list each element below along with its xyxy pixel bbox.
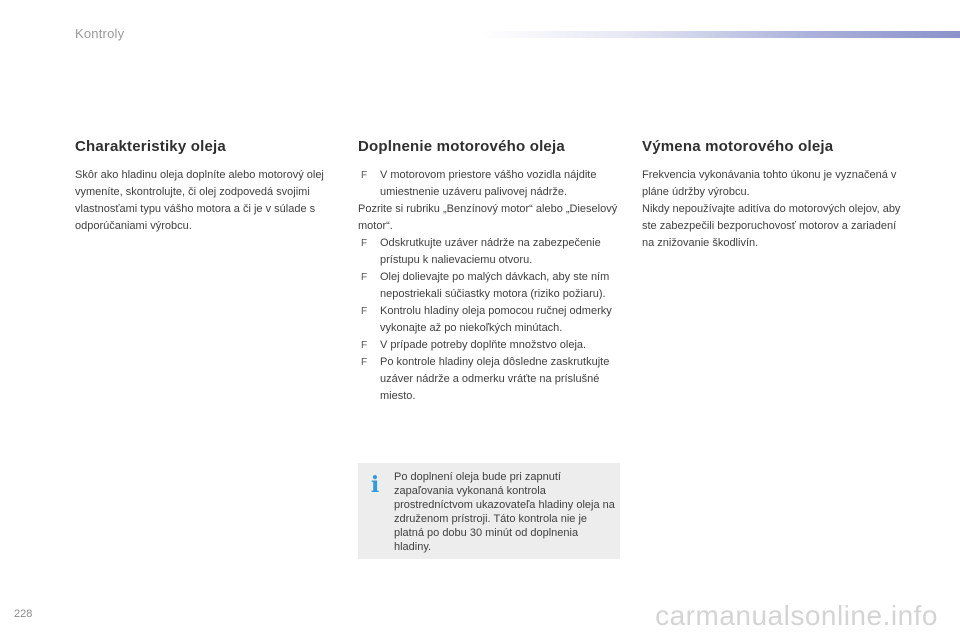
column-oil-characteristics bbox=[75, 138, 340, 235]
paragraph-oil-additives: Nikdy nepoužívajte aditíva do motorových olejov, aby ste zabezpečili bezporuchovosť motorov a zariadení na znižovanie škodlivín. bbox=[642, 203, 901, 249]
bullet-text: Po kontrole hladiny oleja dôsledne zaskrutkujte uzáver nádrže a odmerku vráťte na príslušné miesto. bbox=[380, 356, 610, 402]
bullet-mark: F bbox=[361, 238, 368, 249]
page-number: 228 bbox=[14, 608, 33, 620]
paragraph-oil-characteristics: Skôr ako hladinu oleja doplníte alebo motorový olej vymeníte, skontrolujte, či olej zodpovedá svojimi vlastnosťami typu vášho motora a či je v súlade s odporúčaniami výrobcu. bbox=[75, 169, 324, 232]
heading-oil-change: Výmena motorového oleja bbox=[642, 138, 834, 155]
bullet-text: V motorovom priestore vášho vozidla nájdite umiestnenie uzáveru palivovej nádrže. bbox=[380, 169, 597, 198]
bullet-text: Odskrutkujte uzáver nádrže na zabezpečenie prístupu k nalievaciemu otvoru. bbox=[380, 237, 601, 266]
section-title: Kontroly bbox=[75, 26, 125, 41]
bullet-mark: F bbox=[361, 272, 368, 283]
bullet-item bbox=[358, 167, 623, 201]
column-oil-topup bbox=[358, 138, 623, 405]
paragraph-oil-change-frequency: Frekvencia vykonávania tohto úkonu je vyznačená v pláne údržby výrobcu. bbox=[642, 169, 897, 198]
bullet-mark: F bbox=[361, 170, 368, 181]
bullet-text: V prípade potreby doplňte množstvo oleja. bbox=[380, 339, 587, 351]
bullet-mark: F bbox=[361, 357, 368, 368]
info-icon: i bbox=[370, 472, 380, 498]
bullet-item bbox=[358, 235, 623, 269]
bullet-text: Olej dolievajte po malých dávkach, aby ste ním nepostriekali súčiastky motora (riziko požiaru). bbox=[380, 271, 610, 300]
bullet-item bbox=[358, 303, 623, 337]
heading-oil-characteristics: Charakteristiky oleja bbox=[75, 138, 226, 155]
bullet-item bbox=[358, 269, 623, 303]
heading-oil-topup: Doplnenie motorového oleja bbox=[358, 138, 565, 155]
column-oil-change bbox=[642, 138, 907, 252]
bullet-text: Kontrolu hladiny oleja pomocou ručnej odmerky vykonajte až po niekoľkých minútach. bbox=[380, 305, 612, 334]
info-text: Po doplnení oleja bude pri zapnutí zapaľovania vykonaná kontrola prostredníctvom ukazovateľa hladiny oleja na združenom prístroji. Táto kontrola nie je platná po dobu 30 minút od doplnenia hladiny. bbox=[394, 471, 615, 553]
watermark: carmanualsonline.info bbox=[655, 600, 938, 631]
bullet-item bbox=[358, 354, 623, 405]
reference-note: Pozrite si rubriku „Benzínový motor“ alebo „Dieselový motor“. bbox=[358, 203, 618, 232]
bullet-mark: F bbox=[361, 306, 368, 317]
bullet-mark: F bbox=[361, 340, 368, 351]
bullet-item bbox=[358, 337, 623, 354]
info-box bbox=[358, 463, 620, 559]
header-gradient-bar bbox=[480, 31, 960, 38]
